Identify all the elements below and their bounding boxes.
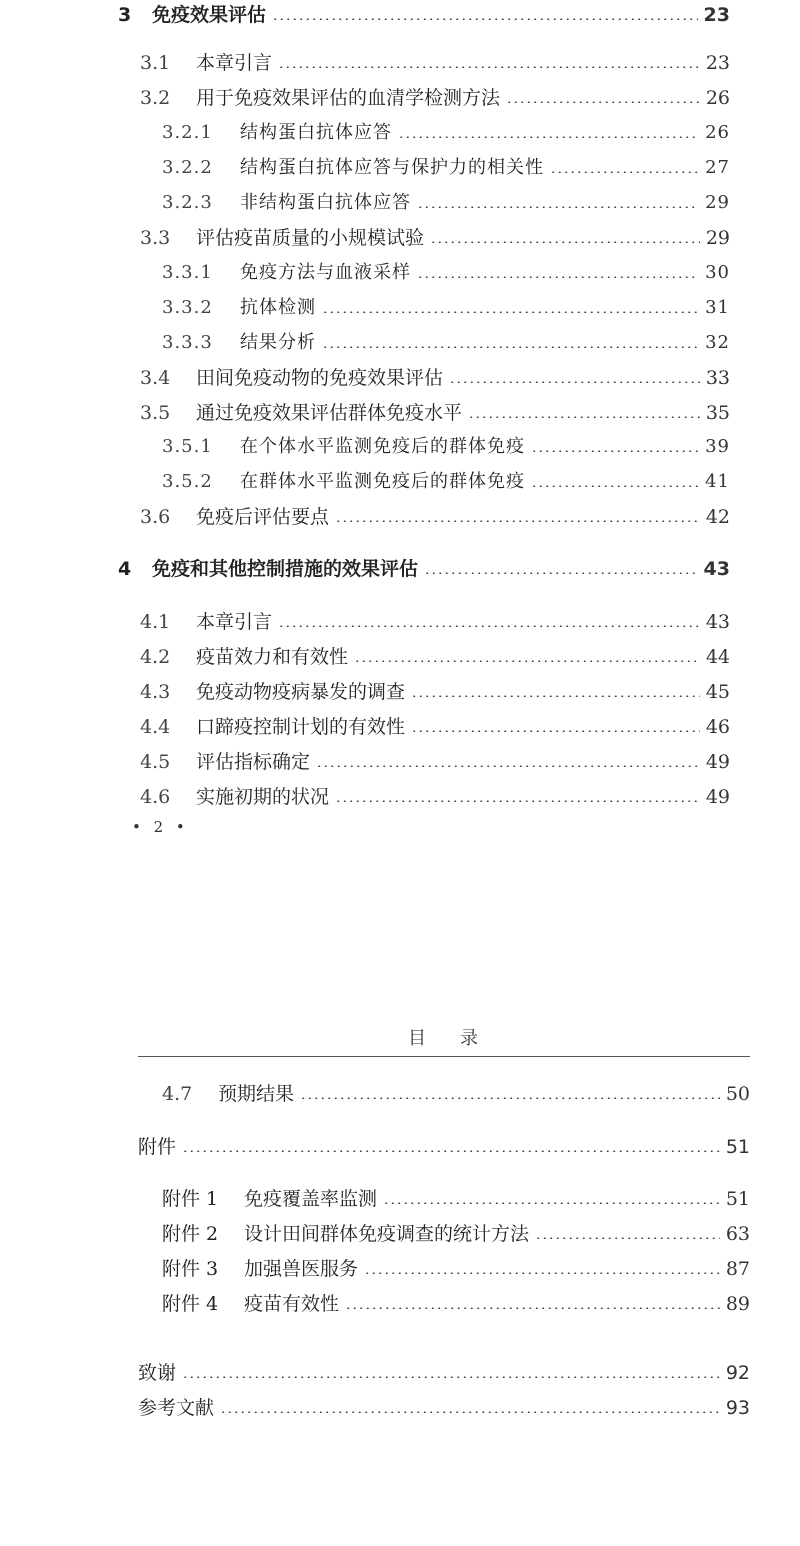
toc-entry-number: 3.3 [140, 227, 171, 249]
toc-entry[interactable] [162, 1289, 750, 1319]
toc-entry-page-number: 63 [725, 1223, 750, 1245]
toc-entry-title: 本章引言 [196, 52, 273, 74]
toc-entry-page-number: 49 [705, 751, 730, 773]
toc-entry-title: 非结构蛋白抗体应答 [240, 192, 411, 213]
dot-leader [278, 625, 700, 627]
toc-entry[interactable] [140, 712, 730, 742]
toc-entry-page-number: 42 [705, 506, 730, 528]
dot-leader [272, 18, 698, 20]
toc-entry-title: 抗体检测 [240, 297, 316, 318]
dot-leader [383, 1202, 720, 1204]
toc-entry-title: 口蹄疫控制计划的有效性 [196, 716, 406, 738]
dot-leader [300, 1097, 720, 1099]
toc-entry-title: 实施初期的状况 [196, 786, 330, 808]
toc-entry-number: 3.3.3 [162, 332, 213, 353]
toc-entry-title: 致谢 [138, 1362, 177, 1384]
toc-entry-page-number: 87 [725, 1258, 750, 1280]
toc-entry-title: 附件 [138, 1136, 177, 1158]
toc-entry-page-number: 39 [705, 436, 730, 457]
toc-entry-page-number: 92 [725, 1362, 750, 1384]
toc-entry-number: 附件 1 [162, 1188, 219, 1210]
toc-entry-page-number: 43 [703, 558, 730, 580]
toc-entry-number: 附件 3 [162, 1258, 219, 1280]
toc-entry-title: 田间免疫动物的免疫效果评估 [196, 367, 444, 389]
toc-entry[interactable] [138, 1393, 750, 1423]
toc-entry[interactable] [162, 467, 730, 497]
page-folio: • 2 • [132, 818, 189, 836]
toc-entry[interactable] [138, 1358, 750, 1388]
dot-leader [449, 381, 700, 383]
toc-entry-page-number: 35 [705, 402, 730, 424]
toc-entry[interactable] [140, 642, 730, 672]
toc-entry-number: 3.3.2 [162, 297, 213, 318]
toc-entry-title: 结构蛋白抗体应答 [240, 122, 392, 143]
running-head: 目录 [408, 1028, 512, 1049]
dot-leader [220, 1411, 720, 1413]
toc-entry[interactable] [140, 83, 730, 113]
toc-entry-number: 附件 4 [162, 1293, 219, 1315]
toc-entry[interactable] [162, 1184, 750, 1214]
toc-entry-page-number: 29 [705, 227, 730, 249]
toc-entry-number: 4.1 [140, 611, 171, 633]
toc-entry-page-number: 51 [725, 1136, 750, 1158]
toc-entry[interactable] [162, 258, 730, 288]
toc-entry[interactable] [162, 1079, 750, 1109]
toc-entry-title: 免疫和其他控制措施的效果评估 [152, 558, 419, 580]
toc-entry[interactable] [162, 118, 730, 148]
dot-leader [182, 1150, 720, 1152]
toc-entry-title: 在群体水平监测免疫后的群体免疫 [240, 471, 525, 492]
dot-leader [411, 695, 700, 697]
toc-entry[interactable] [140, 677, 730, 707]
toc-entry-title: 设计田间群体免疫调查的统计方法 [244, 1223, 530, 1245]
dot-leader [398, 136, 699, 138]
dot-leader [316, 765, 700, 767]
dot-leader [182, 1376, 720, 1378]
toc-entry[interactable] [140, 363, 730, 393]
toc-entry[interactable] [140, 223, 730, 253]
toc-entry[interactable] [138, 1132, 750, 1162]
toc-entry-page-number: 27 [705, 157, 730, 178]
dot-leader [364, 1272, 720, 1274]
dot-leader [531, 450, 699, 452]
toc-entry-page-number: 32 [705, 332, 730, 353]
dot-leader [354, 660, 700, 662]
dot-leader [335, 520, 700, 522]
toc-entry[interactable] [162, 1219, 750, 1249]
toc-entry-number: 3.1 [140, 52, 171, 74]
toc-entry-number: 4.4 [140, 716, 171, 738]
dot-leader [535, 1237, 720, 1239]
toc-entry-title: 免疫动物疫病暴发的调查 [196, 681, 406, 703]
toc-entry[interactable] [118, 554, 730, 584]
toc-entry-number: 3 [118, 4, 132, 26]
toc-entry-page-number: 30 [705, 262, 730, 283]
toc-entry[interactable] [162, 328, 730, 358]
toc-entry-page-number: 23 [705, 52, 730, 74]
toc-entry-page-number: 43 [705, 611, 730, 633]
toc-entry-number: 4.2 [140, 646, 171, 668]
toc-entry-page-number: 33 [705, 367, 730, 389]
toc-entry-title: 本章引言 [196, 611, 273, 633]
dot-leader [335, 800, 700, 802]
toc-entry-page-number: 49 [705, 786, 730, 808]
toc-entry-title: 免疫后评估要点 [196, 506, 330, 528]
dot-leader [417, 206, 699, 208]
dot-leader [506, 101, 700, 103]
dot-leader [278, 66, 700, 68]
toc-entry-page-number: 23 [703, 4, 730, 26]
toc-entry-number: 附件 2 [162, 1223, 219, 1245]
toc-entry-title: 在个体水平监测免疫后的群体免疫 [240, 436, 525, 457]
toc-entry-number: 3.2.1 [162, 122, 213, 143]
toc-entry-title: 结构蛋白抗体应答与保护力的相关性 [240, 157, 544, 178]
toc-entry-page-number: 46 [705, 716, 730, 738]
toc-entry-title: 评估疫苗质量的小规模试验 [196, 227, 425, 249]
toc-entry-page-number: 31 [705, 297, 730, 318]
toc-entry-page-number: 89 [725, 1293, 750, 1315]
dot-leader [550, 171, 699, 173]
toc-entry[interactable] [162, 1254, 750, 1284]
toc-entry-number: 3.6 [140, 506, 171, 528]
toc-entry[interactable] [162, 153, 730, 183]
toc-entry-title: 预期结果 [218, 1083, 295, 1105]
toc-entry-number: 4.5 [140, 751, 171, 773]
toc-entry-title: 疫苗有效性 [244, 1293, 340, 1315]
toc-entry-number: 4.7 [162, 1083, 193, 1105]
toc-entry-page-number: 29 [705, 192, 730, 213]
toc-entry-title: 结果分析 [240, 332, 316, 353]
dot-leader [322, 311, 699, 313]
dot-leader [424, 572, 698, 574]
dot-leader [417, 276, 699, 278]
toc-entry-page-number: 93 [725, 1397, 750, 1419]
dot-leader [322, 346, 699, 348]
toc-entry-number: 3.5 [140, 402, 171, 424]
dot-leader [430, 241, 700, 243]
dot-leader [345, 1307, 720, 1309]
toc-entry-title: 评估指标确定 [196, 751, 311, 773]
toc-entry-page-number: 45 [705, 681, 730, 703]
toc-entry-page-number: 26 [705, 122, 730, 143]
dot-leader [468, 416, 700, 418]
toc-entry-page-number: 26 [705, 87, 730, 109]
toc-entry-page-number: 44 [705, 646, 730, 668]
toc-entry-title: 疫苗效力和有效性 [196, 646, 349, 668]
toc-entry-number: 3.3.1 [162, 262, 213, 283]
toc-entry-number: 4 [118, 558, 132, 580]
toc-entry[interactable] [162, 293, 730, 323]
toc-entry-number: 4.3 [140, 681, 171, 703]
toc-entry-page-number: 50 [725, 1083, 750, 1105]
toc-entry[interactable] [140, 782, 730, 812]
toc-entry-number: 3.5.2 [162, 471, 213, 492]
toc-entry-page-number: 51 [725, 1188, 750, 1210]
dot-leader [411, 730, 700, 732]
toc-entry-number: 3.4 [140, 367, 171, 389]
toc-entry-title: 加强兽医服务 [244, 1258, 359, 1280]
dot-leader [531, 485, 699, 487]
toc-entry-number: 3.2 [140, 87, 171, 109]
toc-entry-number: 3.2.3 [162, 192, 213, 213]
header-rule [138, 1056, 750, 1057]
toc-entry-title: 免疫方法与血液采样 [240, 262, 411, 283]
toc-entry[interactable] [140, 48, 730, 78]
toc-entry[interactable] [140, 398, 730, 428]
toc-entry-number: 3.5.1 [162, 436, 213, 457]
toc-entry[interactable] [162, 432, 730, 462]
toc-entry-title: 免疫效果评估 [152, 4, 267, 26]
toc-entry[interactable] [162, 188, 730, 218]
toc-entry[interactable] [118, 0, 730, 30]
toc-entry-title: 参考文献 [138, 1397, 215, 1419]
toc-entry[interactable] [140, 607, 730, 637]
toc-entry-number: 4.6 [140, 786, 171, 808]
toc-entry-title: 通过免疫效果评估群体免疫水平 [196, 402, 463, 424]
toc-entry-page-number: 41 [705, 471, 730, 492]
toc-entry[interactable] [140, 502, 730, 532]
toc-entry-title: 用于免疫效果评估的血清学检测方法 [196, 87, 501, 109]
toc-entry[interactable] [140, 747, 730, 777]
toc-entry-number: 3.2.2 [162, 157, 213, 178]
toc-entry-title: 免疫覆盖率监测 [244, 1188, 378, 1210]
